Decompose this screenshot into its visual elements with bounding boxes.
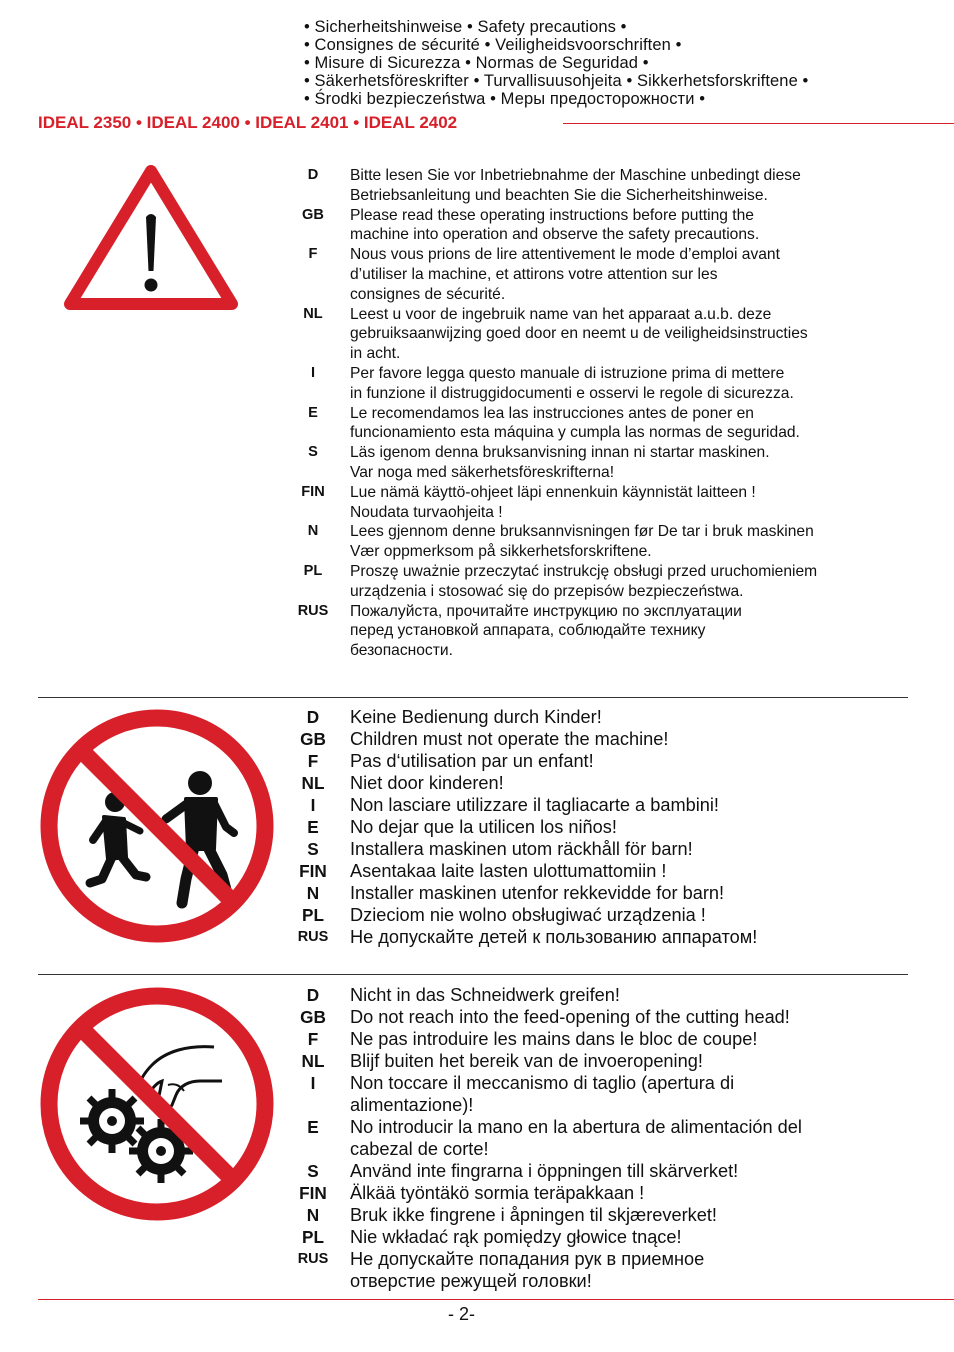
language-row	[290, 166, 930, 206]
language-code: NL	[301, 773, 325, 793]
language-row	[290, 1050, 930, 1072]
no-children-icon	[38, 707, 276, 945]
page-number: - 2-	[448, 1304, 475, 1324]
header-line: • Sicherheitshinweise • Safety precautions •	[304, 18, 627, 36]
language-row	[290, 1248, 930, 1292]
instruction-text	[336, 750, 930, 772]
instruction-line: Pas d‘utilisation par un enfant!	[350, 751, 594, 771]
language-row	[290, 772, 930, 794]
instruction-text	[336, 1028, 930, 1050]
language-row	[290, 904, 930, 926]
instruction-text	[336, 1248, 930, 1292]
instruction-line: Proszę uważnie przeczytać instrukcję obsługi przed uruchomieniem	[350, 562, 818, 580]
instruction-line: funcionamiento esta máquina y cumpla las normas de seguridad.	[350, 424, 800, 442]
instruction-text	[336, 882, 930, 904]
language-row	[290, 984, 930, 1006]
language-code: I	[310, 364, 316, 381]
language-code: FIN	[299, 861, 327, 881]
language-code: E	[307, 1117, 319, 1137]
instruction-text	[336, 602, 930, 661]
no-hands-cutting-head-icon	[38, 985, 276, 1223]
instruction-line: machine into operation and observe the safety precautions.	[350, 226, 760, 244]
language-code: NL	[301, 1051, 325, 1071]
instruction-text	[336, 562, 930, 602]
header-titles	[304, 18, 808, 108]
language-row	[290, 1028, 930, 1050]
language-row	[290, 206, 930, 246]
instruction-line: Не допускайте детей к пользованию аппаратом!	[350, 927, 758, 947]
instruction-text	[336, 404, 930, 444]
section-no-children	[290, 706, 930, 948]
language-row	[290, 1116, 930, 1160]
language-row	[290, 1182, 930, 1204]
instruction-text	[336, 245, 930, 304]
instruction-text	[336, 166, 930, 206]
language-code: N	[306, 883, 320, 903]
language-code: I	[310, 795, 316, 815]
instruction-line: No dejar que la utilicen los niños!	[350, 817, 617, 837]
section-divider	[38, 697, 908, 698]
language-row	[290, 483, 930, 523]
instruction-line: gebruiksaanwijzing goed door en neemt u de veiligheidsinstructies	[350, 325, 808, 343]
language-code: PL	[302, 905, 324, 925]
language-code: NL	[303, 305, 323, 322]
language-row	[290, 522, 930, 562]
instruction-line: No introducir la mano en la abertura de alimentación del	[350, 1117, 802, 1137]
instruction-line: Ne pas introduire les mains dans le bloc de coupe!	[350, 1029, 758, 1049]
language-code: E	[307, 817, 319, 837]
instruction-line: Lue nämä käyttö-ohjeet läpi ennenkuin käynnistät laitteen !	[350, 483, 756, 501]
language-row	[290, 443, 930, 483]
language-code: I	[310, 1073, 316, 1093]
instruction-text	[336, 926, 930, 948]
language-row	[290, 860, 930, 882]
warning-triangle-icon	[64, 165, 238, 311]
language-row	[290, 882, 930, 904]
instruction-text	[336, 364, 930, 404]
language-row	[290, 750, 930, 772]
language-code: FIN	[301, 483, 325, 500]
instruction-line: Non toccare il meccanismo di taglio (apertura di	[350, 1073, 735, 1093]
instruction-text	[336, 1116, 930, 1160]
language-code: S	[308, 444, 318, 461]
instruction-text	[336, 1006, 930, 1028]
instruction-line: безопасности.	[350, 642, 453, 660]
header-line: • Środki bezpieczeństwa • Меры предосторожности •	[304, 90, 706, 108]
language-code: D	[306, 707, 320, 727]
instruction-line: Do not reach into the feed-opening of the cutting head!	[350, 1007, 790, 1027]
section-no-hands	[290, 984, 930, 1292]
section-read-instructions	[290, 166, 930, 661]
instruction-line: Nous vous prions de lire attentivement le mode d’emploi avant	[350, 246, 780, 264]
instruction-line: Använd inte fingrarna i öppningen till skärverket!	[350, 1161, 739, 1181]
instruction-line: d’utiliser la machine, et attirons votre attention sur les	[350, 265, 718, 283]
language-code: RUS	[297, 929, 329, 945]
instruction-text	[336, 728, 930, 750]
language-row	[290, 562, 930, 602]
instruction-line: Не допускайте попадания рук в приемное	[350, 1249, 705, 1269]
instruction-line: Noudata turvaohjeita !	[350, 503, 503, 521]
instruction-line: Installera maskinen utom räckhåll för barn!	[350, 839, 693, 859]
language-row	[290, 245, 930, 304]
instruction-line: Non lasciare utilizzare il tagliacarte a bambini!	[350, 795, 719, 815]
language-code: S	[307, 839, 319, 859]
instruction-line: Betriebsanleitung und beachten Sie die Sicherheitshinweise.	[350, 186, 768, 204]
instruction-text	[336, 984, 930, 1006]
instruction-line: Var noga med säkerhetsföreskrifterna!	[350, 463, 615, 481]
language-row	[290, 364, 930, 404]
footer-divider	[38, 1299, 954, 1300]
instruction-text	[336, 1182, 930, 1204]
language-row	[290, 706, 930, 728]
instruction-line: Пожалуйста, прочитайте инструкцию по эксплуатации	[350, 602, 742, 620]
language-row	[290, 728, 930, 750]
instruction-line: Le recomendamos lea las instrucciones antes de poner en	[350, 404, 754, 422]
instruction-text	[336, 522, 930, 562]
instruction-line: Installer maskinen utenfor rekkevidde for barn!	[350, 883, 725, 903]
header-line: • Misure di Sicurezza • Normas de Seguridad •	[304, 54, 649, 72]
instruction-line: consignes de sécurité.	[350, 285, 506, 303]
instruction-text	[336, 443, 930, 483]
instruction-line: in funzione il distruggidocumenti e osservi le regole di sicurezza.	[350, 384, 794, 402]
language-code: FIN	[299, 1183, 327, 1203]
language-code: E	[308, 404, 318, 421]
header-divider	[563, 123, 954, 124]
instruction-text	[336, 1050, 930, 1072]
language-row	[290, 1072, 930, 1116]
language-row	[290, 1204, 930, 1226]
instruction-line: Please read these operating instructions before putting the	[350, 206, 754, 224]
language-code: RUS	[297, 602, 329, 619]
instruction-line: Niet door kinderen!	[350, 773, 504, 793]
header-line: • Säkerhetsföreskrifter • Turvallisuusohjeita • Sikkerhetsforskriftene •	[304, 72, 809, 90]
instruction-text	[336, 706, 930, 728]
instruction-line: Bitte lesen Sie vor Inbetriebnahme der Maschine unbedingt diese	[350, 167, 801, 184]
language-row	[290, 794, 930, 816]
language-row	[290, 1160, 930, 1182]
instruction-text	[336, 206, 930, 246]
instruction-text	[336, 1160, 930, 1182]
instruction-line: Keine Bedienung durch Kinder!	[350, 707, 602, 727]
language-code: F	[307, 751, 319, 771]
instruction-text	[336, 483, 930, 523]
instruction-line: Vær oppmerksom på sikkerhetsforskriftene.	[350, 543, 652, 561]
language-row	[290, 1006, 930, 1028]
instruction-text	[336, 816, 930, 838]
language-row	[290, 926, 930, 948]
language-code: D	[306, 985, 320, 1005]
instruction-line: urządzenia i stosować się do przepisów bezpieczeństwa.	[350, 582, 744, 600]
language-code: F	[308, 246, 318, 263]
instruction-line: отверстие режущей головки!	[350, 1271, 592, 1291]
language-row	[290, 1226, 930, 1248]
language-code: F	[307, 1029, 319, 1049]
instruction-text	[336, 772, 930, 794]
instruction-line: Leest u voor de ingebruik name van het apparaat a.u.b. deze	[350, 305, 772, 323]
instruction-text	[336, 838, 930, 860]
instruction-line: Per favore legga questo manuale di istruzione prima di mettere	[350, 364, 785, 382]
language-code: D	[307, 167, 319, 183]
instruction-text	[336, 1072, 930, 1116]
instruction-text	[336, 1226, 930, 1248]
instruction-line: Bruk ikke fingrene i åpningen til skjæreverket!	[350, 1205, 717, 1225]
language-row	[290, 404, 930, 444]
language-row	[290, 305, 930, 364]
language-code: GB	[300, 1007, 326, 1027]
instruction-line: in acht.	[350, 345, 401, 363]
language-code: S	[307, 1161, 319, 1181]
instruction-line: Lees gjennom denne bruksannvisningen før De tar i bruk maskinen	[350, 523, 814, 541]
instruction-line: alimentazione)!	[350, 1095, 474, 1115]
instruction-text	[336, 904, 930, 926]
instruction-text	[336, 1204, 930, 1226]
language-code: GB	[302, 206, 324, 223]
instruction-text	[336, 860, 930, 882]
model-list: IDEAL 2350 • IDEAL 2400 • IDEAL 2401 • IDEAL 2402	[38, 113, 458, 132]
instruction-text	[336, 305, 930, 364]
header-line: • Consignes de sécurité • Veiligheidsvoorschriften •	[304, 36, 682, 54]
instruction-line: Blijf buiten het bereik van de invoeropening!	[350, 1051, 703, 1071]
instruction-line: Dzieciom nie wolno obsługiwać urządzenia !	[350, 905, 706, 925]
section-divider	[38, 974, 908, 975]
instruction-line: Älkää työntäkö sormia teräpakkaan !	[350, 1183, 645, 1203]
instruction-line: Children must not operate the machine!	[350, 729, 669, 749]
language-code: GB	[300, 729, 326, 749]
language-row	[290, 838, 930, 860]
language-row	[290, 816, 930, 838]
instruction-line: cabezal de corte!	[350, 1139, 489, 1159]
language-code: PL	[302, 1227, 324, 1247]
language-code: RUS	[297, 1251, 329, 1267]
instruction-line: Asentakaa laite lasten ulottumattomiin !	[350, 861, 667, 881]
instruction-line: Nie wkładać rąk pomiędzy głowice tnące!	[350, 1227, 682, 1247]
language-code: N	[307, 523, 319, 540]
language-code: PL	[303, 562, 323, 579]
instruction-text	[336, 794, 930, 816]
instruction-line: Nicht in das Schneidwerk greifen!	[350, 985, 620, 1005]
instruction-line: Läs igenom denna bruksanvisning innan ni startar maskinen.	[350, 444, 770, 462]
language-row	[290, 602, 930, 661]
language-code: N	[306, 1205, 320, 1225]
instruction-line: перед установкой аппарата, соблюдайте технику	[350, 622, 706, 640]
